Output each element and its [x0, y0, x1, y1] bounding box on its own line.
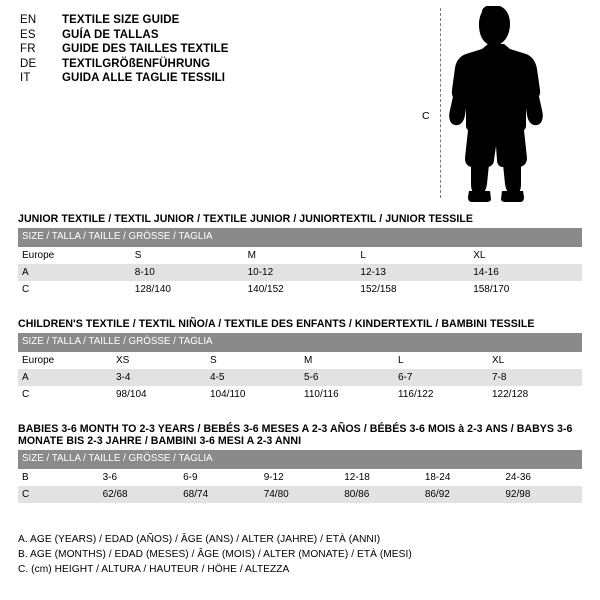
table-header-label: SIZE / TALLA / TAILLE / GRÖSSE / TAGLIA — [18, 228, 582, 247]
table-row — [18, 281, 582, 298]
cell: S — [131, 247, 244, 264]
cell: 6-9 — [179, 469, 260, 486]
table-row — [18, 469, 582, 486]
row-label: Europe — [18, 352, 112, 369]
cell: 122/128 — [488, 386, 582, 403]
cell: 14-16 — [469, 264, 582, 281]
cell: XL — [469, 247, 582, 264]
cell: XL — [488, 352, 582, 369]
legend-line-a: A. AGE (YEARS) / EDAD (AÑOS) / ÂGE (ANS) / ALTER (JAHRE) / ETÀ (ANNI) — [18, 534, 381, 545]
row-label: Europe — [18, 247, 131, 264]
cell: 152/158 — [356, 281, 469, 298]
cell: 80/86 — [340, 486, 421, 503]
measure-label-c: C — [422, 110, 430, 122]
cell: 116/122 — [394, 386, 488, 403]
table-header-label: SIZE / TALLA / TAILLE / GRÖSSE / TAGLIA — [18, 333, 582, 352]
cell: 9-12 — [260, 469, 341, 486]
row-label: A — [18, 264, 131, 281]
cell: 86/92 — [421, 486, 502, 503]
cell: 6-7 — [394, 369, 488, 386]
language-code: FR — [20, 43, 36, 55]
row-label: C — [18, 386, 112, 403]
cell: 104/110 — [206, 386, 300, 403]
cell: 158/170 — [469, 281, 582, 298]
cell: 110/116 — [300, 386, 394, 403]
cell: 3-6 — [99, 469, 180, 486]
language-code: EN — [20, 14, 37, 26]
cell: XS — [112, 352, 206, 369]
table-row — [18, 352, 582, 369]
table-header-row — [18, 333, 582, 352]
cell: M — [300, 352, 394, 369]
cell: 92/98 — [501, 486, 582, 503]
section-babies-textile — [18, 423, 582, 503]
table-row — [18, 386, 582, 403]
cell: 62/68 — [99, 486, 180, 503]
language-row — [20, 58, 420, 70]
language-row — [20, 72, 420, 84]
section-childrens-textile — [18, 318, 582, 403]
legend-line-b: B. AGE (MONTHS) / EDAD (MESES) / ÂGE (MOIS) / ALTER (MONATE) / ETÀ (MESI) — [18, 549, 412, 560]
language-title: TEXTILGRÖßENFÜHRUNG — [62, 57, 211, 70]
size-table-babies — [18, 450, 582, 503]
section-title: BABIES 3-6 MONTH TO 2-3 YEARS / BEBÉS 3-6 MESES A 2-3 AÑOS / BÉBÉS 3-6 MOIS à 2-3 ANS / BABYS 3-6 MONATE BIS 2-3 JAHRE / BAMBINI 3-6 MESI A 2-3 ANNI — [18, 423, 573, 447]
cell: 7-8 — [488, 369, 582, 386]
cell: L — [394, 352, 488, 369]
row-label: A — [18, 369, 112, 386]
language-title: GUIDE DES TAILLES TEXTILE — [62, 43, 229, 55]
cell: 128/140 — [131, 281, 244, 298]
table-header-label: SIZE / TALLA / TAILLE / GRÖSSE / TAGLIA — [18, 450, 582, 469]
language-code: ES — [20, 28, 36, 41]
cell: 18-24 — [421, 469, 502, 486]
table-row — [18, 264, 582, 281]
measurement-figure — [422, 6, 582, 202]
language-title: GUIDA ALLE TAGLIE TESSILI — [62, 72, 226, 84]
language-code: DE — [20, 57, 37, 70]
table-header-row — [18, 228, 582, 247]
cell: L — [356, 247, 469, 264]
child-silhouette-icon — [444, 6, 574, 202]
legend-block — [18, 534, 582, 579]
size-table-children — [18, 333, 582, 403]
cell: S — [206, 352, 300, 369]
section-junior-textile — [18, 213, 582, 298]
table-row — [18, 486, 582, 503]
cell: 12-13 — [356, 264, 469, 281]
height-measure-line — [440, 8, 441, 198]
table-row — [18, 247, 582, 264]
cell: 74/80 — [260, 486, 341, 503]
cell: 68/74 — [179, 486, 260, 503]
language-row — [20, 14, 420, 26]
row-label: B — [18, 469, 99, 486]
cell: 4-5 — [206, 369, 300, 386]
language-row — [20, 43, 420, 55]
language-title-block — [20, 14, 420, 87]
cell: 5-6 — [300, 369, 394, 386]
cell: 3-4 — [112, 369, 206, 386]
size-table-junior — [18, 228, 582, 298]
row-label: C — [18, 281, 131, 298]
cell: M — [244, 247, 357, 264]
table-header-row — [18, 450, 582, 469]
legend-line-c: C. (cm) HEIGHT / ALTURA / HAUTEUR / HÖHE / ALTEZZA — [18, 564, 290, 575]
cell: 10-12 — [244, 264, 357, 281]
table-row — [18, 369, 582, 386]
language-title: GUÍA DE TALLAS — [62, 28, 159, 41]
cell: 98/104 — [112, 386, 206, 403]
language-row — [20, 29, 420, 41]
section-title: JUNIOR TEXTILE / TEXTIL JUNIOR / TEXTILE JUNIOR / JUNIORTEXTIL / JUNIOR TESSILE — [18, 213, 474, 225]
cell: 24-36 — [501, 469, 582, 486]
language-code: IT — [20, 72, 31, 84]
cell: 8-10 — [131, 264, 244, 281]
section-title: CHILDREN'S TEXTILE / TEXTIL NIÑO/A / TEXTILE DES ENFANTS / KINDERTEXTIL / BAMBINI TESSILE — [18, 318, 535, 330]
cell: 12-18 — [340, 469, 421, 486]
row-label: C — [18, 486, 99, 503]
language-title: TEXTILE SIZE GUIDE — [62, 14, 180, 26]
cell: 140/152 — [244, 281, 357, 298]
